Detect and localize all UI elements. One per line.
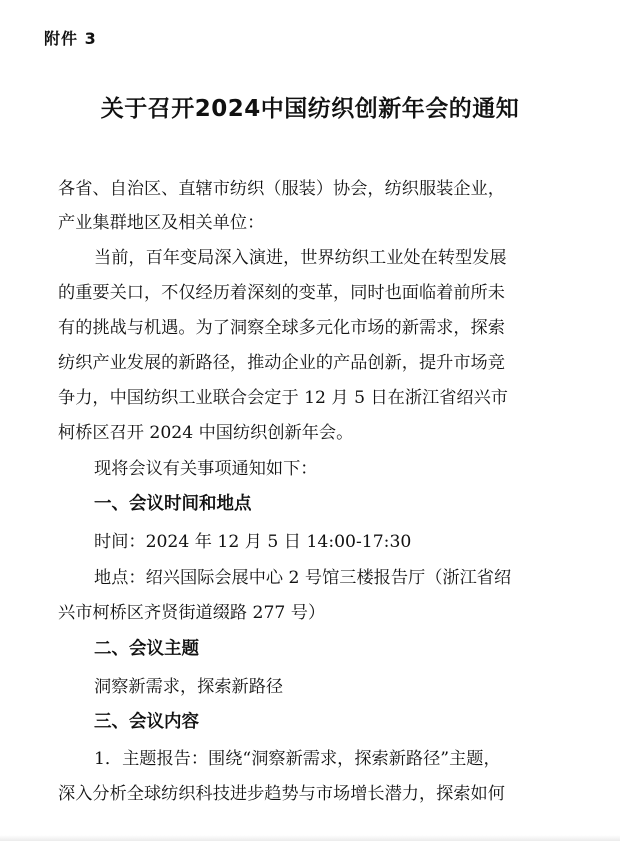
intro-line-5: 争力，中国纺织工业联合会定于 12 月 5 日在浙江省绍兴市 <box>58 388 508 408</box>
section-1-heading: 一、会议时间和地点 <box>94 494 252 514</box>
intro-line-6: 柯桥区召开 2024 中国纺织创新年会。 <box>58 423 354 443</box>
notice-lead: 现将会议有关事项通知如下： <box>94 459 318 479</box>
section-3-heading: 三、会议内容 <box>94 712 199 732</box>
document-title: 关于召开2024中国纺织创新年会的通知 <box>100 96 520 122</box>
page-edge-shadow <box>0 835 620 841</box>
section-2-heading: 二、会议主题 <box>94 639 199 659</box>
intro-line-1: 当前，百年变局深入演进，世界纺织工业处在转型发展 <box>94 248 507 268</box>
attachment-label: 附件 3 <box>44 29 97 48</box>
intro-line-3: 有的挑战与机遇。为了洞察全球多元化市场的新需求，探索 <box>58 318 505 338</box>
content-item-1-line-1: 1．主题报告：围绕“洞察新需求，探索新路径”主题， <box>94 749 501 769</box>
meeting-place-line-2: 兴市柯桥区齐贤街道缀路 277 号） <box>58 603 326 623</box>
meeting-place-line-1: 地点：绍兴国际会展中心 2 号馆三楼报告厅（浙江省绍 <box>94 568 512 588</box>
intro-line-2: 的重要关口，不仅经历着深刻的变革，同时也面临着前所未 <box>58 283 505 303</box>
meeting-theme: 洞察新需求，探索新路径 <box>94 677 284 697</box>
intro-line-4: 纺织产业发展的新路径，推动企业的产品创新，提升市场竞 <box>58 353 505 373</box>
salutation-line-2: 产业集群地区及相关单位： <box>58 213 265 233</box>
content-item-1-line-2: 深入分析全球纺织科技进步趋势与市场增长潜力，探索如何 <box>58 784 505 804</box>
meeting-time: 时间：2024 年 12 月 5 日 14:00-17:30 <box>94 532 412 552</box>
salutation-line-1: 各省、自治区、直辖市纺织（服装）协会，纺织服装企业， <box>58 179 505 199</box>
